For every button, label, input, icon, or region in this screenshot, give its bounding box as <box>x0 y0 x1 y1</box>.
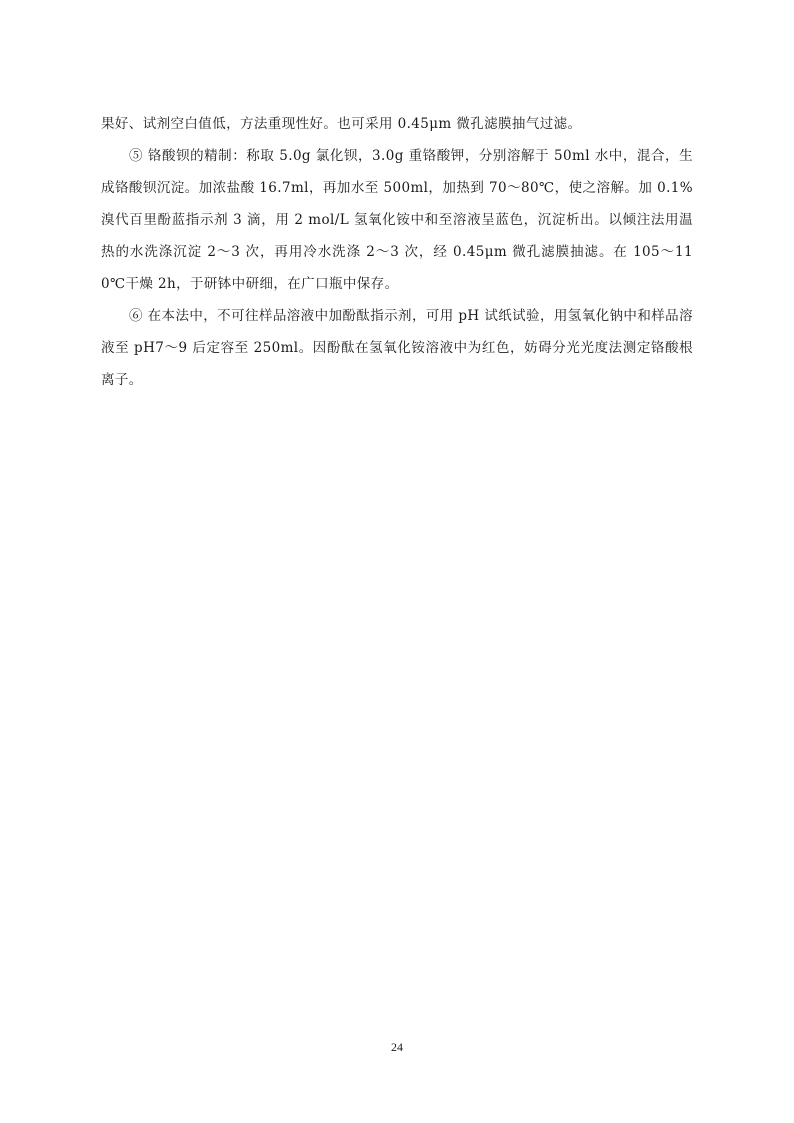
document-body <box>101 108 693 396</box>
page-number: 24 <box>391 1040 403 1054</box>
paragraph-note-5: ⑤ 铬酸钡的精制：称取 5.0g 氯化钡，3.0g 重铬酸钾，分别溶解于 50ml 水中，混合，生成铬酸钡沉淀。加浓盐酸 16.7ml，再加水至 500ml，加热到 70～80℃，使之溶解。加 0.1%溴代百里酚蓝指示剂 3 滴，用 2 mol/L 氢氧化铵中和至溶液呈蓝色，沉淀析出。以倾注法用温热的水洗涤沉淀 2～3 次，再用冷水洗涤 2～3 次，经 0.45μm 微孔滤膜抽滤。在 105～110℃干燥 2h，于研钵中研细，在广口瓶中保存。 <box>101 148 693 292</box>
paragraph-note-6: ⑥ 在本法中，不可往样品溶液中加酚酞指示剂，可用 pH 试纸试验，用氢氧化钠中和样品溶液至 pH7～9 后定容至 250ml。因酚酞在氢氧化铵溶液中为红色，妨碍分光光度法测定铬酸根离子。 <box>101 308 693 388</box>
paragraph-continuation: 果好、试剂空白值低，方法重现性好。也可采用 0.45μm 微孔滤膜抽气过滤。 <box>101 116 582 132</box>
